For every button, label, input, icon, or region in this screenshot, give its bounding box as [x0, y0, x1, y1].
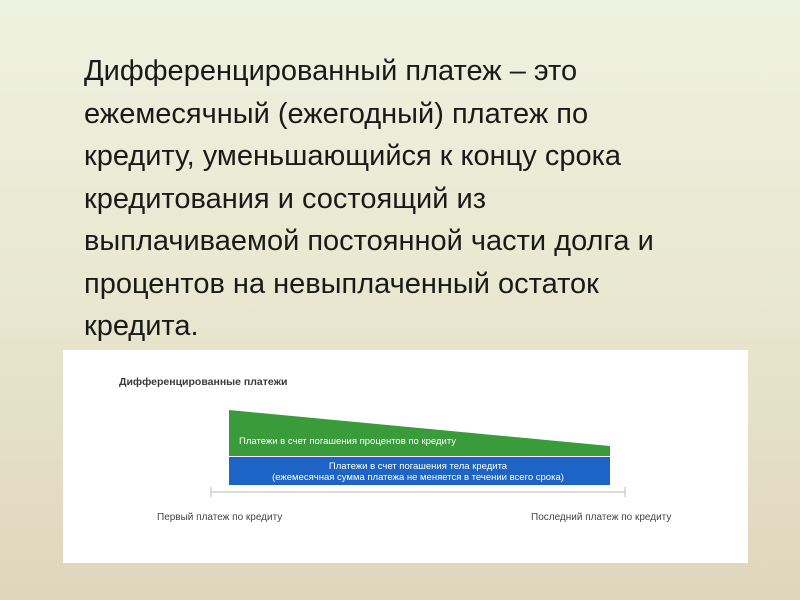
- interest-area: [229, 410, 610, 456]
- last-payment-label: Последний платеж по кредиту: [531, 512, 672, 523]
- payment-diagram: [63, 350, 748, 563]
- definition-line: кредиту, уменьшающийся к концу срока: [84, 140, 622, 172]
- principal-label-line2: (ежемесячная сумма платежа не меняется в течении всего срока): [272, 472, 564, 483]
- definition-line: Дифференцированный платеж – это: [84, 55, 578, 87]
- definition-line: выплачиваемой постоянной части долга и: [84, 225, 654, 257]
- interest-label: Платежи в счет погашения процентов по кредиту: [239, 436, 457, 447]
- principal-label-line1: Платежи в счет погашения тела кредита: [328, 461, 508, 472]
- definition-line: процентов на невыплаченный остаток: [84, 267, 599, 300]
- first-payment-label: Первый платеж по кредиту: [157, 512, 283, 523]
- diagram-title: Дифференцированные платежи: [119, 376, 288, 388]
- diagram-panel: [63, 350, 748, 563]
- definition-line: кредитования и состоящий из: [84, 182, 487, 215]
- principal-label: [229, 461, 607, 483]
- definition-line: кредита.: [84, 310, 199, 342]
- definition-text: [84, 50, 744, 348]
- definition-line: ежемесячный (ежегодный) платеж по: [84, 97, 589, 130]
